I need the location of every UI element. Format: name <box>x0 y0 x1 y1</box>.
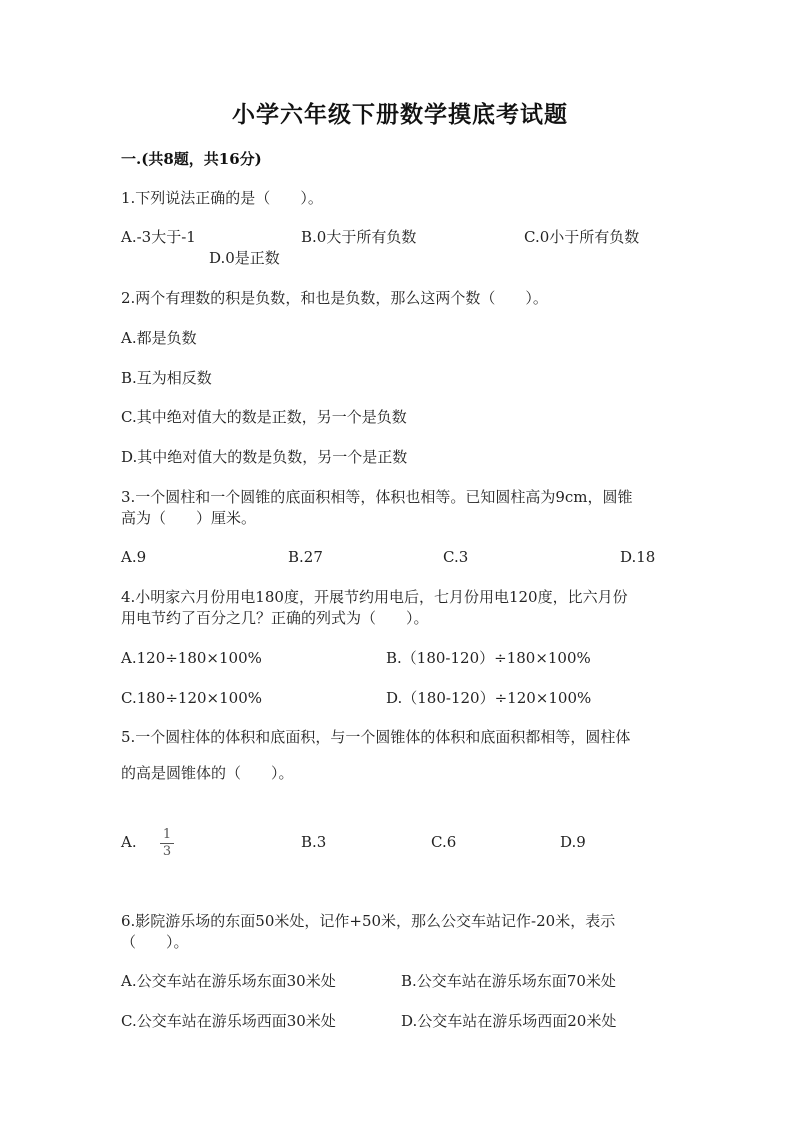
question-1-option-b: B.0大于所有负数 <box>301 228 417 246</box>
fraction-one-third <box>160 828 174 859</box>
question-1-option-c: C.0小于所有负数 <box>524 228 640 246</box>
page-title: 小学六年级下册数学摸底考试题 <box>232 101 568 128</box>
question-6-option-a: A.公交车站在游乐场东面30米处 <box>121 972 336 990</box>
question-5-option-b: B.3 <box>301 833 327 851</box>
question-5-option-a: A. <box>121 833 137 851</box>
question-3-stem-line-1: 3.一个圆柱和一个圆锥的底面积相等，体积也相等。已知圆柱高为9cm，圆锥 <box>121 488 633 506</box>
question-6-option-c: C.公交车站在游乐场西面30米处 <box>121 1012 336 1030</box>
question-1-stem: 1.下列说法正确的是（ ）。 <box>121 189 323 207</box>
question-6-stem-line-2: （ ）。 <box>121 933 189 951</box>
fraction-denominator: 3 <box>162 844 172 859</box>
question-1-option-d: D.0是正数 <box>209 249 280 267</box>
question-4-option-b: B.（180-120）÷180×100% <box>386 649 591 667</box>
question-5-option-d: D.9 <box>560 833 586 851</box>
question-2-option-c: C.其中绝对值大的数是正数，另一个是负数 <box>121 408 407 426</box>
question-2-option-b: B.互为相反数 <box>121 369 212 387</box>
question-4-stem-line-1: 4.小明家六月份用电180度，开展节约用电后，七月份用电120度，比六月份 <box>121 588 628 606</box>
question-2-option-a: A.都是负数 <box>121 329 197 347</box>
question-1-option-a: A.-3大于-1 <box>121 228 196 246</box>
section-header: 一.(共8题，共16分) <box>121 150 262 168</box>
question-3-option-b: B.27 <box>288 548 323 566</box>
question-5-stem-line-2: 的高是圆锥体的（ ）。 <box>121 764 294 782</box>
question-5-option-c: C.6 <box>431 833 457 851</box>
question-2-stem: 2.两个有理数的积是负数，和也是负数，那么这两个数（ ）。 <box>121 289 548 307</box>
question-4-option-c: C.180÷120×100% <box>121 689 262 707</box>
fraction-numerator: 1 <box>162 827 172 842</box>
question-4-option-d: D.（180-120）÷120×100% <box>386 689 592 707</box>
question-3-stem-line-2: 高为（ ）厘米。 <box>121 509 257 527</box>
question-6-option-d: D.公交车站在游乐场西面20米处 <box>401 1012 617 1030</box>
question-6-option-b: B.公交车站在游乐场东面70米处 <box>401 972 616 990</box>
question-6-stem-line-1: 6.影院游乐场的东面50米处，记作+50米，那么公交车站记作-20米，表示 <box>121 912 616 930</box>
question-2-option-d: D.其中绝对值大的数是负数，另一个是正数 <box>121 448 408 466</box>
question-5-stem-line-1: 5.一个圆柱体的体积和底面积，与一个圆锥体的体积和底面积都相等，圆柱体 <box>121 728 631 746</box>
question-4-option-a: A.120÷180×100% <box>121 649 262 667</box>
question-3-option-c: C.3 <box>443 548 469 566</box>
question-4-stem-line-2: 用电节约了百分之几？正确的列式为（ ）。 <box>121 609 429 627</box>
question-3-option-d: D.18 <box>620 548 656 566</box>
question-3-option-a: A.9 <box>121 548 147 566</box>
